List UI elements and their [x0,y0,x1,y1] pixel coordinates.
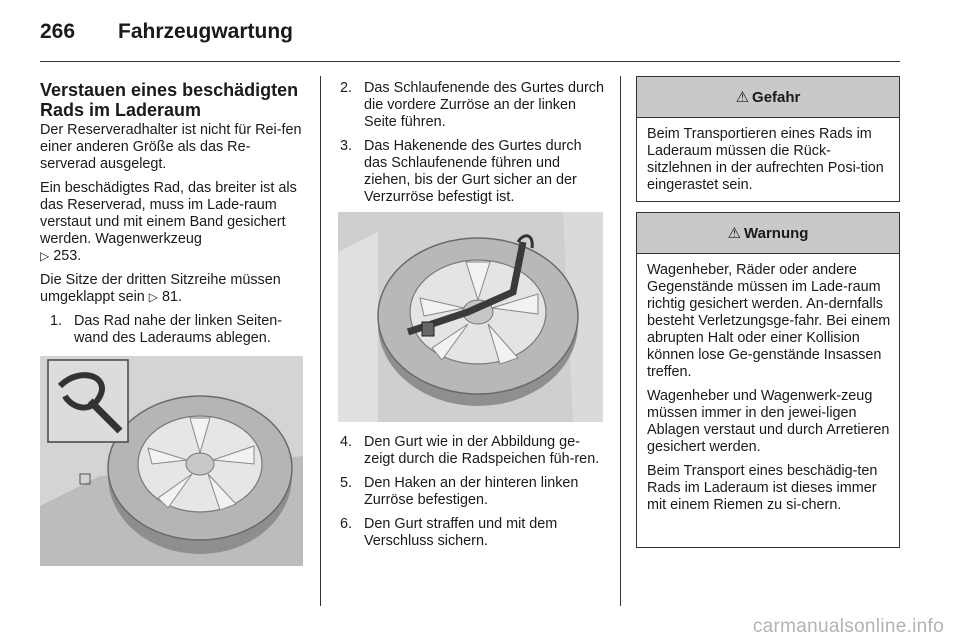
reference-arrow-icon[interactable]: ▷ [148,290,159,304]
step-list [40,313,306,347]
warning-paragraph: Wagenheber und Wagenwerk-zeug müssen immer in den jewei-ligen Ablagen verstaut und durch Arretieren gesichert werden. [647,388,890,455]
column-divider-right [620,76,621,606]
reference-arrow-icon[interactable]: ▷ [40,249,50,263]
wheel-illustration [40,356,303,566]
danger-box-text: Beim Transportieren eines Rads im Laderaum müssen die Rück-sitzlehnen in der aufrechten Posi-tion eingerastet sein. [647,126,884,193]
warning-triangle-icon: ⚠ [735,89,750,106]
danger-box-title: Gefahr [752,88,801,106]
step-list [340,80,606,206]
warning-paragraph: Wagenheber, Räder oder andere Gegenstände müssen im Lade-raum richtig gesichert werden. An-dernfalls besteht Verletzungsge-fahr. Bei einem abrupten Halt oder einer Kollision können lose Ge-genstände Insassen treffen. [647,262,891,380]
list-item: 2. Das Schlaufenende des Gurtes durch die vordere Zurröse an der linken Seite führen. [340,80,604,130]
column-divider-left [320,76,321,606]
reference-link[interactable]: 253. [53,248,82,264]
step-list [340,434,606,550]
warning-box [636,212,900,548]
middle-column [340,80,606,213]
wheel-figure-left [40,356,303,566]
wheel-figure-right [338,212,603,422]
left-column [40,80,306,354]
page-header [40,18,900,62]
section-heading: Verstauen eines beschädigten Rads im Laderaum [40,80,299,120]
chapter-title: Fahrzeugwartung [118,20,294,43]
watermark: carmanualsonline.info [752,616,944,637]
danger-box [636,76,900,202]
danger-box-header [637,77,899,118]
list-item: 5. Den Haken an der hinteren linken Zurröse befestigen. [340,475,579,508]
danger-box-body [637,118,899,205]
middle-column-lower [340,434,606,557]
warning-paragraph: Beim Transport eines beschädig-ten Rads im Laderaum ist dieses immer mit einem Riemen zu si-chern. [647,463,878,513]
header-rule [40,61,900,62]
page-number: 266 [40,20,76,43]
paragraph: Die Sitze der dritten Sitzreihe müssen umgeklappt sein ▷ 81. [40,272,281,305]
reference-link[interactable]: 81. [162,289,183,305]
paragraph: Der Reserveradhalter ist nicht für Rei-fen einer anderen Größe als das Re-serverad ausgelegt. [40,122,302,172]
list-item: 6. Den Gurt straffen und mit dem Verschluss sichern. [340,516,558,549]
warning-box-body [637,254,899,525]
warning-box-title: Warnung [744,224,809,242]
paragraph: Ein beschädigtes Rad, das breiter ist als das Reserverad, muss im Lade-raum verstaut und mit einem Band gesichert werden. Wagenwerkzeug ▷ 253. [40,180,297,264]
list-item: 4. Den Gurt wie in der Abbildung ge-zeigt durch die Radspeichen füh-ren. [340,434,600,467]
warning-triangle-icon: ⚠ [727,225,741,242]
list-item: 1. Das Rad nahe der linken Seiten-wand des Laderaums ablegen. [50,313,282,346]
warning-box-header [637,213,899,254]
list-item: 3. Das Hakenende des Gurtes durch das Schlaufenende führen und ziehen, bis der Gurt sicher an der Verzurröse befestigt ist. [340,138,582,205]
strapped-wheel-illustration [338,212,603,422]
